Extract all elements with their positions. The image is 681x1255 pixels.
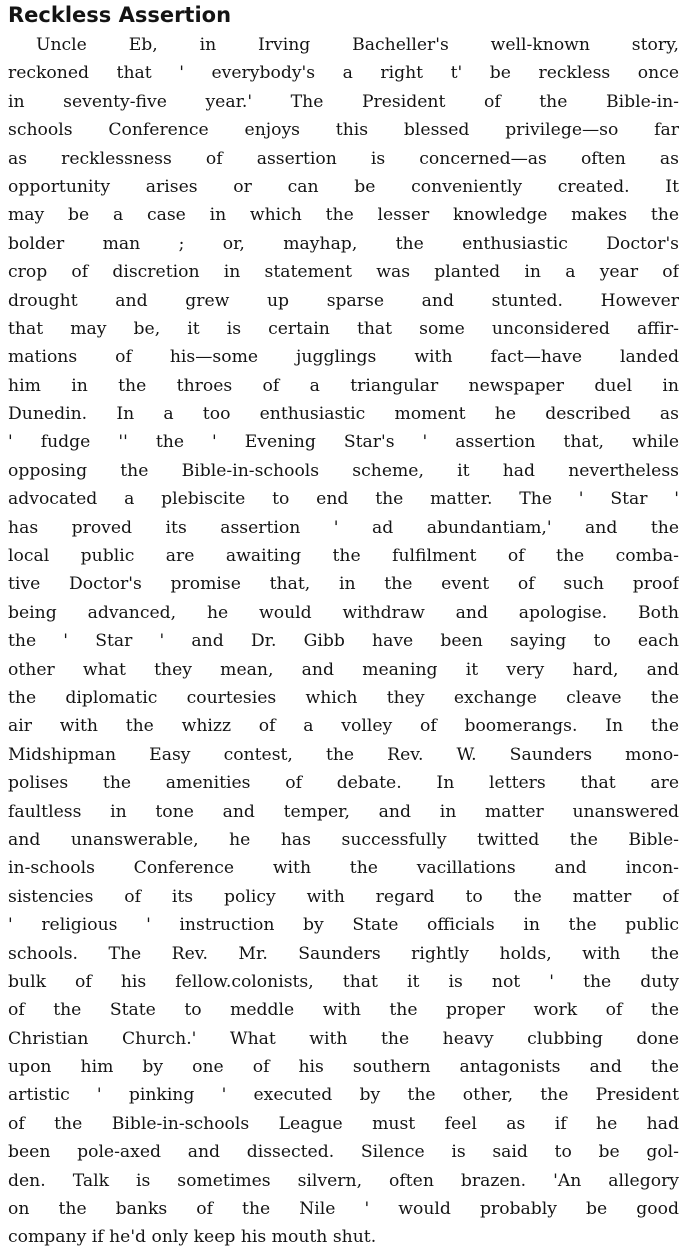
text-line: mations of his—some jugglings with fact—have landed: [8, 347, 679, 368]
text-line: den. Talk is sometimes silvern, often brazen. 'An allegory: [8, 1170, 679, 1191]
text-line: Midshipman Easy contest, the Rev. W. Saunders mono-: [8, 744, 679, 765]
text-line: other what they mean, and meaning it very hard, and: [8, 659, 679, 680]
text-line: the diplomatic courtesies which they exchange cleave the: [8, 687, 679, 708]
text-line: in-schools Conference with the vacillations and incon-: [8, 858, 679, 879]
text-line: artistic ' pinking ' executed by the other, the President: [8, 1085, 679, 1106]
text-line: tive Doctor's promise that, in the event of such proof: [8, 574, 679, 595]
text-line: may be a case in which the lesser knowledge makes the: [8, 205, 679, 226]
text-line: him in the throes of a triangular newspaper duel in: [8, 375, 679, 396]
text-line: Uncle Eb, in Irving Bacheller's well-known story,: [36, 35, 679, 55]
text-line: opposing the Bible-in-schools scheme, it had nevertheless: [8, 460, 679, 481]
text-line: in seventy-five year.' The President of the Bible-in-: [8, 91, 679, 112]
text-line: upon him by one of his southern antagonists and the: [8, 1057, 679, 1078]
text-line: been pole-axed and dissected. Silence is said to be gol-: [8, 1142, 679, 1163]
article-body: [8, 31, 679, 1252]
text-line: has proved its assertion ' ad abundantiam,' and the: [8, 517, 679, 538]
text-line: air with the whizz of a volley of boomerangs. In the: [8, 716, 679, 737]
text-line: ' fudge '' the ' Evening Star's ' assertion that, while: [8, 432, 679, 453]
text-line: of the Bible-in-schools League must feel as if he had: [8, 1113, 679, 1134]
text-line: the ' Star ' and Dr. Gibb have been saying to each: [8, 631, 679, 652]
article-headline: Reckless Assertion: [8, 3, 232, 27]
text-line: as recklessness of assertion is concerned—as often as: [8, 148, 679, 169]
text-line: local public are awaiting the fulfilment of the comba-: [8, 546, 679, 567]
text-line: schools. The Rev. Mr. Saunders rightly holds, with the: [8, 943, 679, 964]
text-line: opportunity arises or can be conveniently created. It: [8, 176, 679, 197]
text-line: company if he'd only keep his mouth shut.: [8, 1227, 377, 1248]
text-line: and unanswerable, he has successfully twitted the Bible-: [8, 829, 679, 850]
text-line: that may be, it is certain that some unconsidered affir-: [8, 318, 679, 339]
text-line: bolder man ; or, mayhap, the enthusiastic Doctor's: [8, 233, 679, 254]
text-line: on the banks of the Nile ' would probably be good: [8, 1199, 679, 1220]
text-line: bulk of his fellow.colonists, that it is not ' the duty: [8, 971, 679, 992]
text-line: Dunedin. In a too enthusiastic moment he described as: [8, 404, 679, 425]
text-line: drought and grew up sparse and stunted. However: [8, 290, 679, 311]
text-line: of the State to meddle with the proper work of the: [8, 1000, 679, 1021]
text-line: schools Conference enjoys this blessed privilege—so far: [8, 120, 679, 141]
text-line: Christian Church.' What with the heavy clubbing done: [8, 1028, 679, 1049]
text-line: advocated a plebiscite to end the matter. The ' Star ': [8, 489, 679, 510]
text-line: sistencies of its policy with regard to the matter of: [8, 886, 679, 907]
text-line: ' religious ' instruction by State officials in the public: [8, 915, 679, 936]
text-line: polises the amenities of debate. In letters that are: [8, 773, 679, 794]
text-line: reckoned that ' everybody's a right t' be reckless once: [8, 63, 679, 84]
text-line: faultless in tone and temper, and in matter unanswered: [8, 801, 679, 822]
text-line: being advanced, he would withdraw and apologise. Both: [8, 602, 679, 623]
text-line: crop of discretion in statement was planted in a year of: [8, 262, 679, 283]
